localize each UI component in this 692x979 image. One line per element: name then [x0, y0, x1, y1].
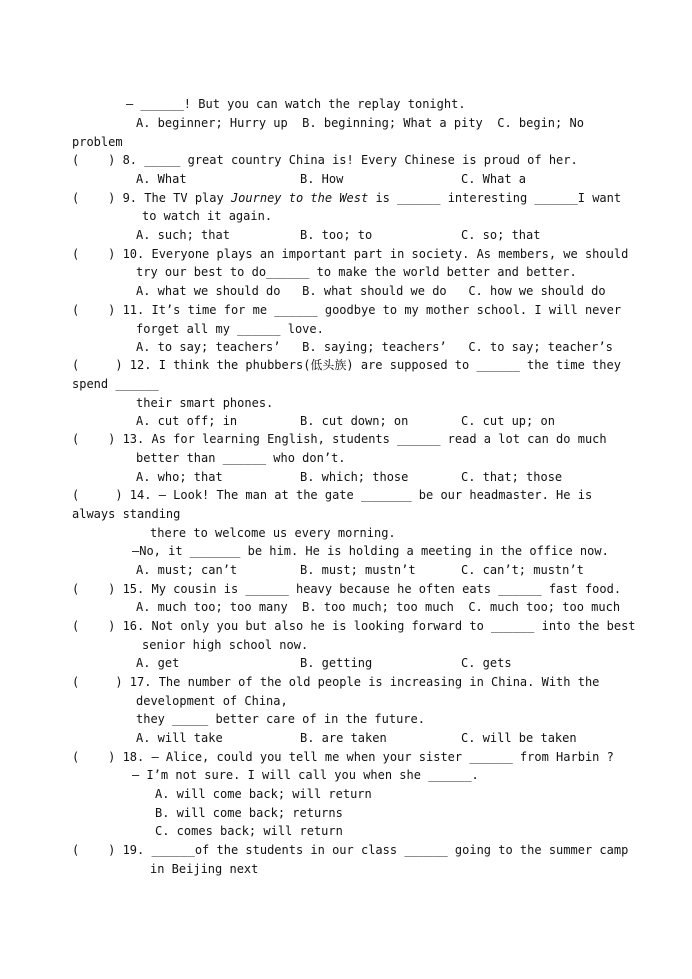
- play-title: Journey to the West: [230, 191, 369, 205]
- option-c: C. can’t; mustn’t: [461, 563, 584, 577]
- question-18: ( ) 18. — Alice, could you tell me when your sister ______ from Harbin ?: [72, 750, 614, 764]
- options-line: A. to say; teachers’ B. saying; teachers’ C. to say; teacher’s: [136, 340, 613, 354]
- option-c: C. will be taken: [461, 731, 577, 745]
- question-8: ( ) 8. _____ great country China is! Every Chinese is proud of her.: [72, 153, 578, 167]
- text-line: —No, it _______ be him. He is holding a meeting in the office now.: [132, 544, 609, 558]
- text-line: in Beijing next: [150, 862, 259, 876]
- text-line: spend ______: [72, 377, 159, 391]
- options-line: A. what we should do B. what should we do C. how we should do: [136, 284, 606, 298]
- option-a: A. will take: [136, 731, 223, 745]
- option-a: A. cut off; in: [136, 414, 238, 428]
- question-15: ( ) 15. My cousin is ______ heavy because he often eats ______ fast food.: [72, 582, 622, 596]
- option-b: B. which; those: [300, 470, 409, 484]
- text-line: problem: [72, 135, 123, 149]
- option-b: B. must; mustn’t: [300, 563, 416, 577]
- option-c: C. so; that: [461, 228, 541, 242]
- option-a: A. must; can’t: [136, 563, 238, 577]
- text-line: forget all my ______ love.: [136, 322, 324, 336]
- option-a: A. such; that: [136, 228, 230, 242]
- option-b: B. getting: [300, 656, 373, 670]
- option-a: A. What: [136, 172, 187, 186]
- text-line: always standing: [72, 507, 181, 521]
- question-9: [72, 191, 621, 205]
- option-c: C. that; those: [461, 470, 563, 484]
- text-line: to watch it again.: [142, 209, 273, 223]
- options-line: A. beginner; Hurry up B. beginning; What a pity C. begin; No: [136, 116, 584, 130]
- options-line: A. much too; too many B. too much; too much C. much too; too much: [136, 600, 621, 614]
- text-line: — ______! But you can watch the replay tonight.: [126, 97, 466, 111]
- text-line: try our best to do______ to make the world better and better.: [136, 265, 577, 279]
- option-b: B. How: [300, 172, 344, 186]
- option-b: B. are taken: [300, 731, 387, 745]
- option-a: A. who; that: [136, 470, 223, 484]
- question-text: ( ) 9. The TV play: [72, 191, 231, 205]
- text-line: — I’m not sure. I will call you when she ______.: [132, 768, 479, 782]
- question-16: ( ) 16. Not only you but also he is looking forward to ______ into the best: [72, 619, 636, 633]
- text-line: they _____ better care of in the future.: [136, 712, 425, 726]
- question-12: ( ) 12. I think the phubbers(低头族) are supposed to ______ the time they: [72, 358, 621, 372]
- option-a: A. will come back; will return: [155, 787, 372, 801]
- question-19: ( ) 19. ______of the students in our class ______ going to the summer camp: [72, 843, 629, 857]
- question-10: ( ) 10. Everyone plays an important part in society. As members, we should: [72, 247, 629, 261]
- option-c: C. cut up; on: [461, 414, 555, 428]
- text-line: their smart phones.: [136, 396, 274, 410]
- text-line: development of China,: [136, 694, 288, 708]
- option-b: B. cut down; on: [300, 414, 409, 428]
- option-c: C. What a: [461, 172, 527, 186]
- question-13: ( ) 13. As for learning English, students ______ read a lot can do much: [72, 432, 607, 446]
- question-17: ( ) 17. The number of the old people is increasing in China. With the: [72, 675, 600, 689]
- question-11: ( ) 11. It’s time for me ______ goodbye to my mother school. I will never: [72, 303, 622, 317]
- question-text: is ______ interesting ______I want: [368, 191, 622, 205]
- option-b: B. too; to: [300, 228, 373, 242]
- option-c: C. gets: [461, 656, 512, 670]
- text-line: senior high school now.: [142, 638, 309, 652]
- option-a: A. get: [136, 656, 180, 670]
- question-14: ( ) 14. — Look! The man at the gate _______ be our headmaster. He is: [72, 488, 593, 502]
- text-line: there to welcome us every morning.: [150, 526, 396, 540]
- option-c: C. comes back; will return: [155, 824, 343, 838]
- text-line: better than ______ who don’t.: [136, 451, 346, 465]
- option-b: B. will come back; returns: [155, 806, 343, 820]
